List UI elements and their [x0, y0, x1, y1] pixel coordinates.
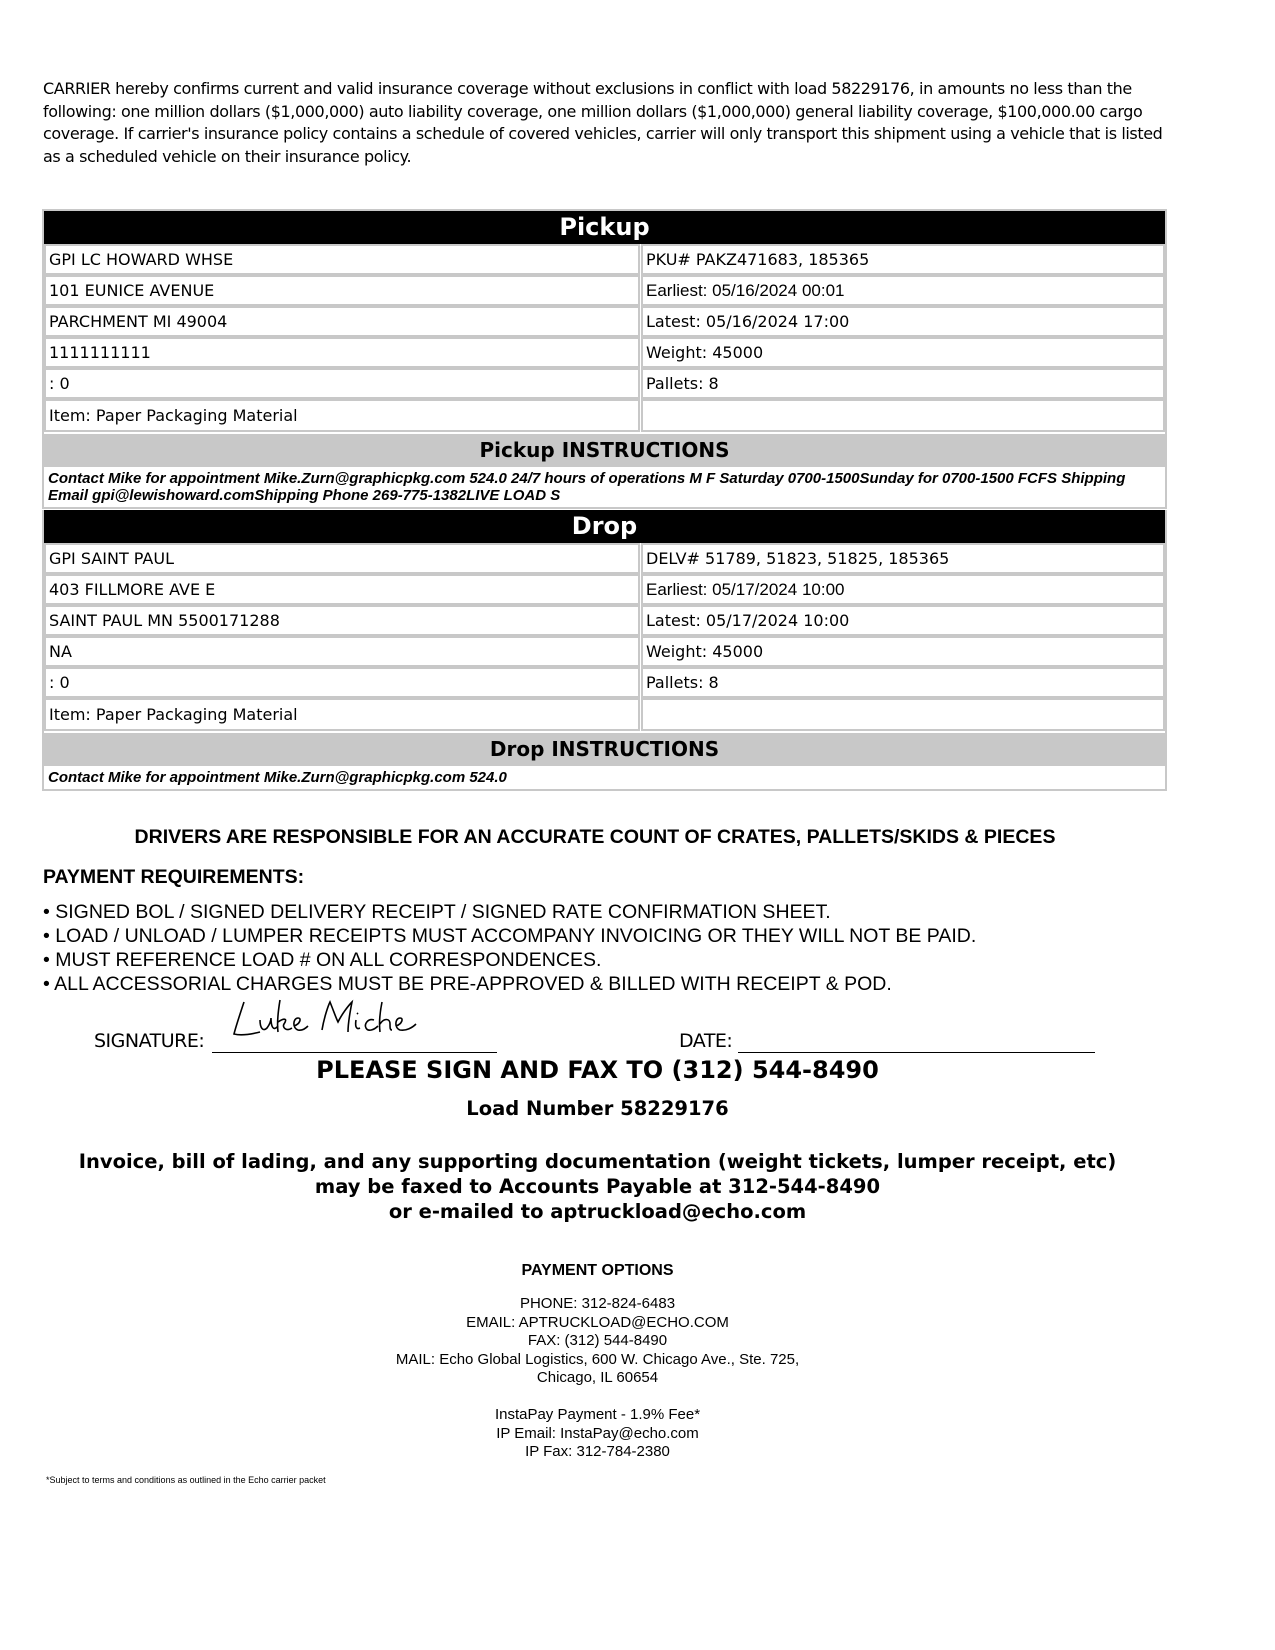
pickup-pallets: Pallets: 8 [641, 368, 1165, 399]
invoice-line: may be faxed to Accounts Payable at 312-544-8490 [314, 1175, 881, 1198]
driver-count-warning: DRIVERS ARE RESPONSIBLE FOR AN ACCURATE COUNT OF CRATES, PALLETS/SKIDS & PIECES [134, 826, 1056, 848]
pickup-item: Item: Paper Packaging Material [44, 399, 640, 432]
pickup-earliest: Earliest: 05/16/2024 00:01 [641, 275, 1165, 306]
drop-row [44, 698, 1165, 731]
load-number: Load Number 58229176 [466, 1097, 729, 1120]
payment-option-line [0, 1388, 1195, 1407]
drop-weight: Weight: 45000 [641, 636, 1165, 667]
list-item: • LOAD / UNLOAD / LUMPER RECEIPTS MUST ACCOMPANY INVOICING OR THEY WILL NOT BE PAID. [43, 925, 977, 947]
payment-options-list [0, 1295, 1195, 1462]
invoice-line: Invoice, bill of lading, and any supporting documentation (weight tickets, lumper receipt, etc) [78, 1150, 1117, 1173]
date-line[interactable] [738, 1052, 1095, 1053]
pickup-instructions: Contact Mike for appointment Mike.Zurn@graphicpkg.com 524.0 24/7 hours of operations M F Saturday 0700-1500Sunday for 0700-1500 FCFS Shipping Email gpi@lewishoward.comShipping Phone 269-775-1382LIVE LOAD S [48, 470, 1126, 504]
drop-extra: : 0 [44, 667, 640, 698]
insurance-statement: CARRIER hereby confirms current and valid insurance coverage without exclusions in conflict with load 58229176, in amounts no less than the following: one million dollars ($1,000,000) auto liability coverage, one million dollars ($1,000,000) general liability coverage, $100,000.00 cargo coverage. If carrier's insurance policy contains a schedule of covered vehicles, carrier will only transport this shipment using a vehicle that is listed as a scheduled vehicle on their insurance policy. [43, 79, 1163, 166]
drop-row [44, 636, 1165, 667]
pickup-row [44, 275, 1165, 306]
drop-phone: NA [44, 636, 640, 667]
drop-section [42, 510, 1167, 791]
payment-requirements-title: PAYMENT REQUIREMENTS: [43, 866, 305, 888]
payment-option-line: MAIL: Echo Global Logistics, 600 W. Chicago Ave., Ste. 725, [395, 1350, 800, 1368]
drop-instructions-header: Drop INSTRUCTIONS [44, 731, 1165, 766]
pickup-address: 101 EUNICE AVENUE [44, 275, 640, 306]
fax-instruction-title: PLEASE SIGN AND FAX TO (312) 544-8490 [316, 1056, 879, 1084]
drop-latest: Latest: 05/17/2024 10:00 [641, 605, 1165, 636]
payment-option-line: PHONE: 312-824-6483 [519, 1295, 676, 1312]
list-item: • SIGNED BOL / SIGNED DELIVERY RECEIPT / SIGNED RATE CONFIRMATION SHEET. [43, 901, 831, 923]
drop-item: Item: Paper Packaging Material [44, 698, 640, 731]
pickup-city: PARCHMENT MI 49004 [44, 306, 640, 337]
pickup-instructions-header: Pickup INSTRUCTIONS [44, 432, 1165, 467]
list-item: • MUST REFERENCE LOAD # ON ALL CORRESPONDENCES. [43, 949, 602, 971]
pickup-row [44, 368, 1165, 399]
list-item: • ALL ACCESSORIAL CHARGES MUST BE PRE-APPROVED & BILLED WITH RECEIPT & POD. [43, 973, 892, 995]
pickup-latest: Latest: 05/16/2024 17:00 [641, 306, 1165, 337]
pickup-phone: 1111111111 [44, 337, 640, 368]
invoice-line: or e-mailed to aptruckload@echo.com [388, 1200, 807, 1223]
pickup-facility: GPI LC HOWARD WHSE [44, 244, 640, 275]
pickup-header: Pickup [44, 211, 1165, 244]
payment-options-title: PAYMENT OPTIONS [521, 1262, 674, 1279]
drop-address: 403 FILLMORE AVE E [44, 574, 640, 605]
pickup-row [44, 337, 1165, 368]
invoice-instructions [0, 1149, 1195, 1224]
payment-option-line: EMAIL: APTRUCKLOAD@ECHO.COM [466, 1313, 729, 1331]
handwritten-signature [230, 996, 430, 1044]
footnote: *Subject to terms and conditions as outlined in the Echo carrier packet [46, 1475, 326, 1485]
payment-option-line: IP Email: InstaPay@echo.com [496, 1424, 699, 1442]
date-label: DATE: [679, 1030, 733, 1052]
payment-option-line: FAX: (312) 544-8490 [527, 1332, 668, 1349]
payment-option-line: InstaPay Payment - 1.9% Fee* [494, 1406, 701, 1423]
drop-instructions: Contact Mike for appointment Mike.Zurn@graphicpkg.com 524.0 [48, 769, 507, 786]
drop-city: SAINT PAUL MN 5500171288 [44, 605, 640, 636]
drop-row [44, 574, 1165, 605]
drop-reference: DELV# 51789, 51823, 51825, 185365 [641, 543, 1165, 574]
payment-option-line: IP Fax: 312-784-2380 [525, 1443, 670, 1460]
drop-row [44, 667, 1165, 698]
pickup-weight: Weight: 45000 [641, 337, 1165, 368]
pickup-row [44, 244, 1165, 275]
pickup-row [44, 306, 1165, 337]
pickup-section [42, 209, 1167, 509]
pickup-reference: PKU# PAKZ471683, 185365 [641, 244, 1165, 275]
drop-pallets: Pallets: 8 [641, 667, 1165, 698]
drop-facility: GPI SAINT PAUL [44, 543, 640, 574]
signature-line[interactable] [212, 1052, 497, 1053]
drop-row [44, 605, 1165, 636]
drop-empty-cell [641, 698, 1165, 731]
pickup-extra: : 0 [44, 368, 640, 399]
drop-row [44, 543, 1165, 574]
drop-header: Drop [44, 510, 1165, 543]
pickup-empty-cell [641, 399, 1165, 432]
payment-option-line: Chicago, IL 60654 [536, 1369, 659, 1386]
signature-label: SIGNATURE: [94, 1030, 205, 1052]
drop-earliest: Earliest: 05/17/2024 10:00 [641, 574, 1165, 605]
payment-requirements-list [43, 900, 976, 996]
pickup-row [44, 399, 1165, 432]
